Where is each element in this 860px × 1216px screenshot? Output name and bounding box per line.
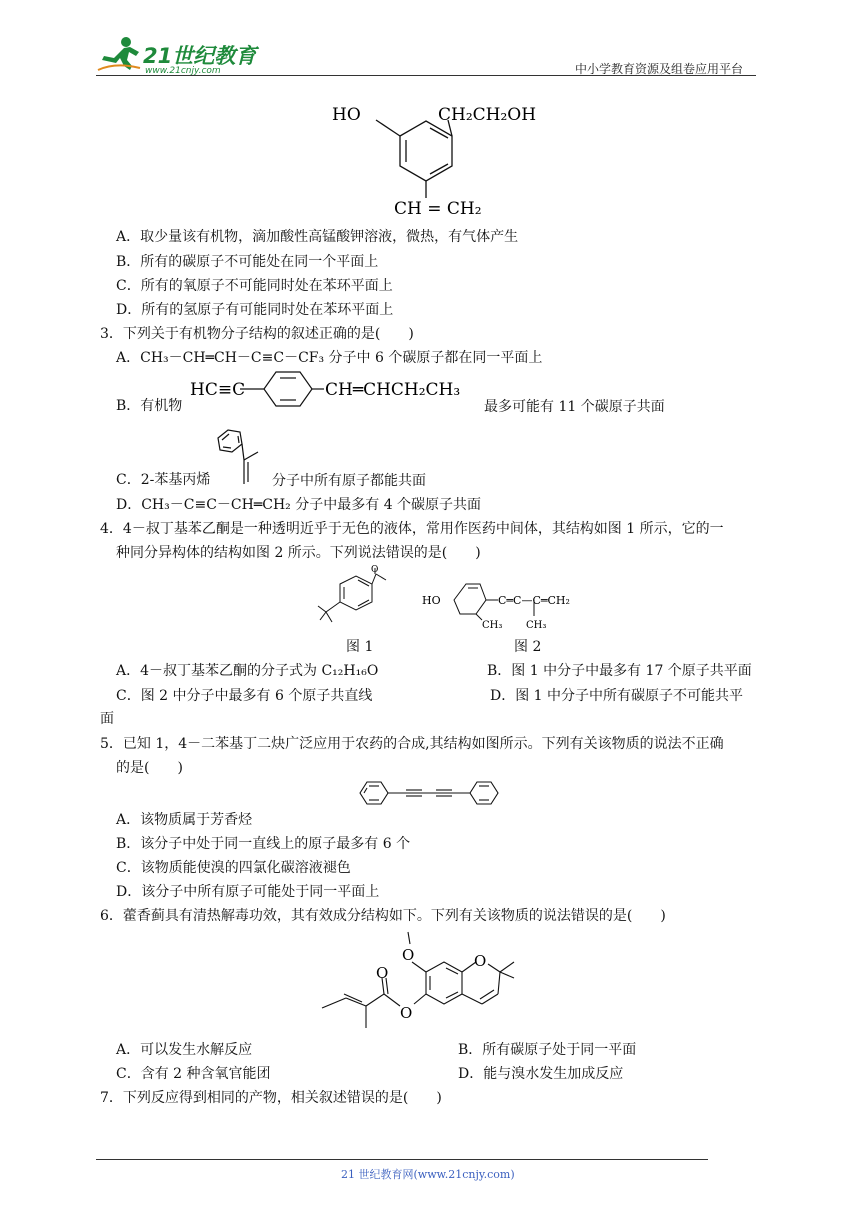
q4-figure-2 [420, 574, 590, 634]
footer-rule [96, 1159, 708, 1160]
q6-stem: 6．藿香蓟具有清热解毒功效，其有效成分结构如下。下列有关该物质的说法错误的是( ) [100, 908, 666, 924]
logo-text: 21世纪教育 [143, 44, 257, 68]
q2-option-a: A．取少量该有机物，滴加酸性高锰酸钾溶液，微热，有气体产生 [116, 229, 519, 245]
q5-structure [356, 778, 502, 808]
q5-option-c: C．该物质能使溴的四氯化碳溶液褪色 [116, 860, 351, 876]
q6-option-d: D．能与溴水发生加成反应 [458, 1066, 624, 1082]
q6-option-c: C．含有 2 种含氧官能团 [116, 1066, 271, 1082]
fig2-ch3-ring-label: CH₃ [482, 620, 503, 631]
q6-structure [318, 928, 558, 1036]
q3-c-structure [214, 424, 264, 492]
q4-option-b: B．图 1 中分子中最多有 17 个原子共平面 [487, 663, 752, 679]
q4-option-d: D．图 1 中分子中所有碳原子不可能共平 [490, 688, 744, 704]
q4-figure-1 [300, 562, 390, 634]
q3-option-c-suffix: 分子中所有原子都能共面 [272, 473, 426, 489]
fig1-oxygen-label: O [371, 565, 379, 575]
q5-stem-line2: 的是( ) [116, 760, 183, 776]
structure-diagram-1 [320, 96, 600, 226]
fig2-chain-label: C═C—C═CH₂ [498, 594, 570, 607]
q3-option-a: A．CH₃－CH═CH－C≡C－CF₃ 分子中 6 个碳原子都在同一平面上 [116, 350, 543, 366]
q4-stem-line2: 种同分异构体的结构如图 2 所示。下列说法错误的是( ) [116, 545, 481, 561]
header-rule [96, 75, 756, 76]
q3-b-alkene-label: CH═CHCH₂CH₃ [325, 380, 461, 400]
ho-label: HO [332, 105, 361, 125]
q4-option-c: C．图 2 中分子中最多有 6 个原子共直线 [116, 688, 373, 704]
q6-ring-oxygen: O [474, 952, 487, 970]
q6-option-b: B．所有碳原子处于同一平面 [458, 1042, 637, 1058]
q6-methoxy-oxygen: O [402, 946, 415, 964]
q5-option-b: B．该分子中处于同一直线上的原子最多有 6 个 [116, 836, 411, 852]
q6-carbonyl-oxygen: O [376, 964, 389, 982]
q3-b-alkyne-label: HC≡C [190, 380, 246, 400]
q2-option-d: D．所有的氢原子有可能同时处在苯环平面上 [116, 302, 394, 318]
runner-logo-icon [96, 36, 142, 74]
footer-text[interactable]: 21 世纪教育网(www.21cnjy.com) [341, 1168, 515, 1181]
q4-option-a: A．4－叔丁基苯乙酮的分子式为 C₁₂H₁₆O [116, 663, 379, 679]
q5-stem-line1: 5．已知 1，4－二苯基丁二炔广泛应用于农药的合成,其结构如图所示。下列有关该物质的说法不正确 [100, 736, 724, 752]
q3-option-c-prefix: C．2-苯基丙烯 [116, 472, 211, 488]
q3-option-b-suffix: 最多可能有 11 个碳原子共面 [484, 399, 665, 415]
fig2-caption: 图 2 [514, 639, 542, 655]
fig1-caption: 图 1 [346, 639, 374, 655]
q5-option-d: D．该分子中所有原子可能处于同一平面上 [116, 884, 380, 900]
platform-name: 中小学教育资源及组卷应用平台 [575, 62, 744, 76]
q6-option-a: A．可以发生水解反应 [116, 1042, 253, 1058]
q3-stem: 3．下列关于有机物分子结构的叙述正确的是( ) [100, 326, 414, 342]
q2-option-c: C．所有的氧原子不可能同时处在苯环平面上 [116, 278, 393, 294]
ethanol-chain-label: CH₂CH₂OH [438, 105, 537, 125]
q7-stem: 7．下列反应得到相同的产物，相关叙述错误的是( ) [100, 1090, 442, 1106]
q6-ester-oxygen: O [400, 1004, 413, 1022]
logo-url: www.21cnjy.com [145, 66, 221, 76]
q3-b-structure [188, 368, 478, 412]
vinyl-label: CH = CH₂ [394, 199, 482, 219]
fig2-ho-label: HO [422, 594, 441, 607]
fig2-ch3-chain-label: CH₃ [526, 620, 547, 631]
q5-option-a: A．该物质属于芳香烃 [116, 812, 253, 828]
q4-option-d-continued: 面 [100, 711, 114, 727]
q4-stem-line1: 4．4－叔丁基苯乙酮是一种透明近乎于无色的液体，常用作医药中间体，其结构如图 1 所示，它的一 [100, 521, 724, 537]
q2-option-b: B．所有的碳原子不可能处在同一个平面上 [116, 254, 379, 270]
q3-option-d: D．CH₃－C≡C－CH═CH₂ 分子中最多有 4 个碳原子共面 [116, 497, 482, 513]
q3-option-b-prefix: B．有机物 [116, 398, 183, 414]
